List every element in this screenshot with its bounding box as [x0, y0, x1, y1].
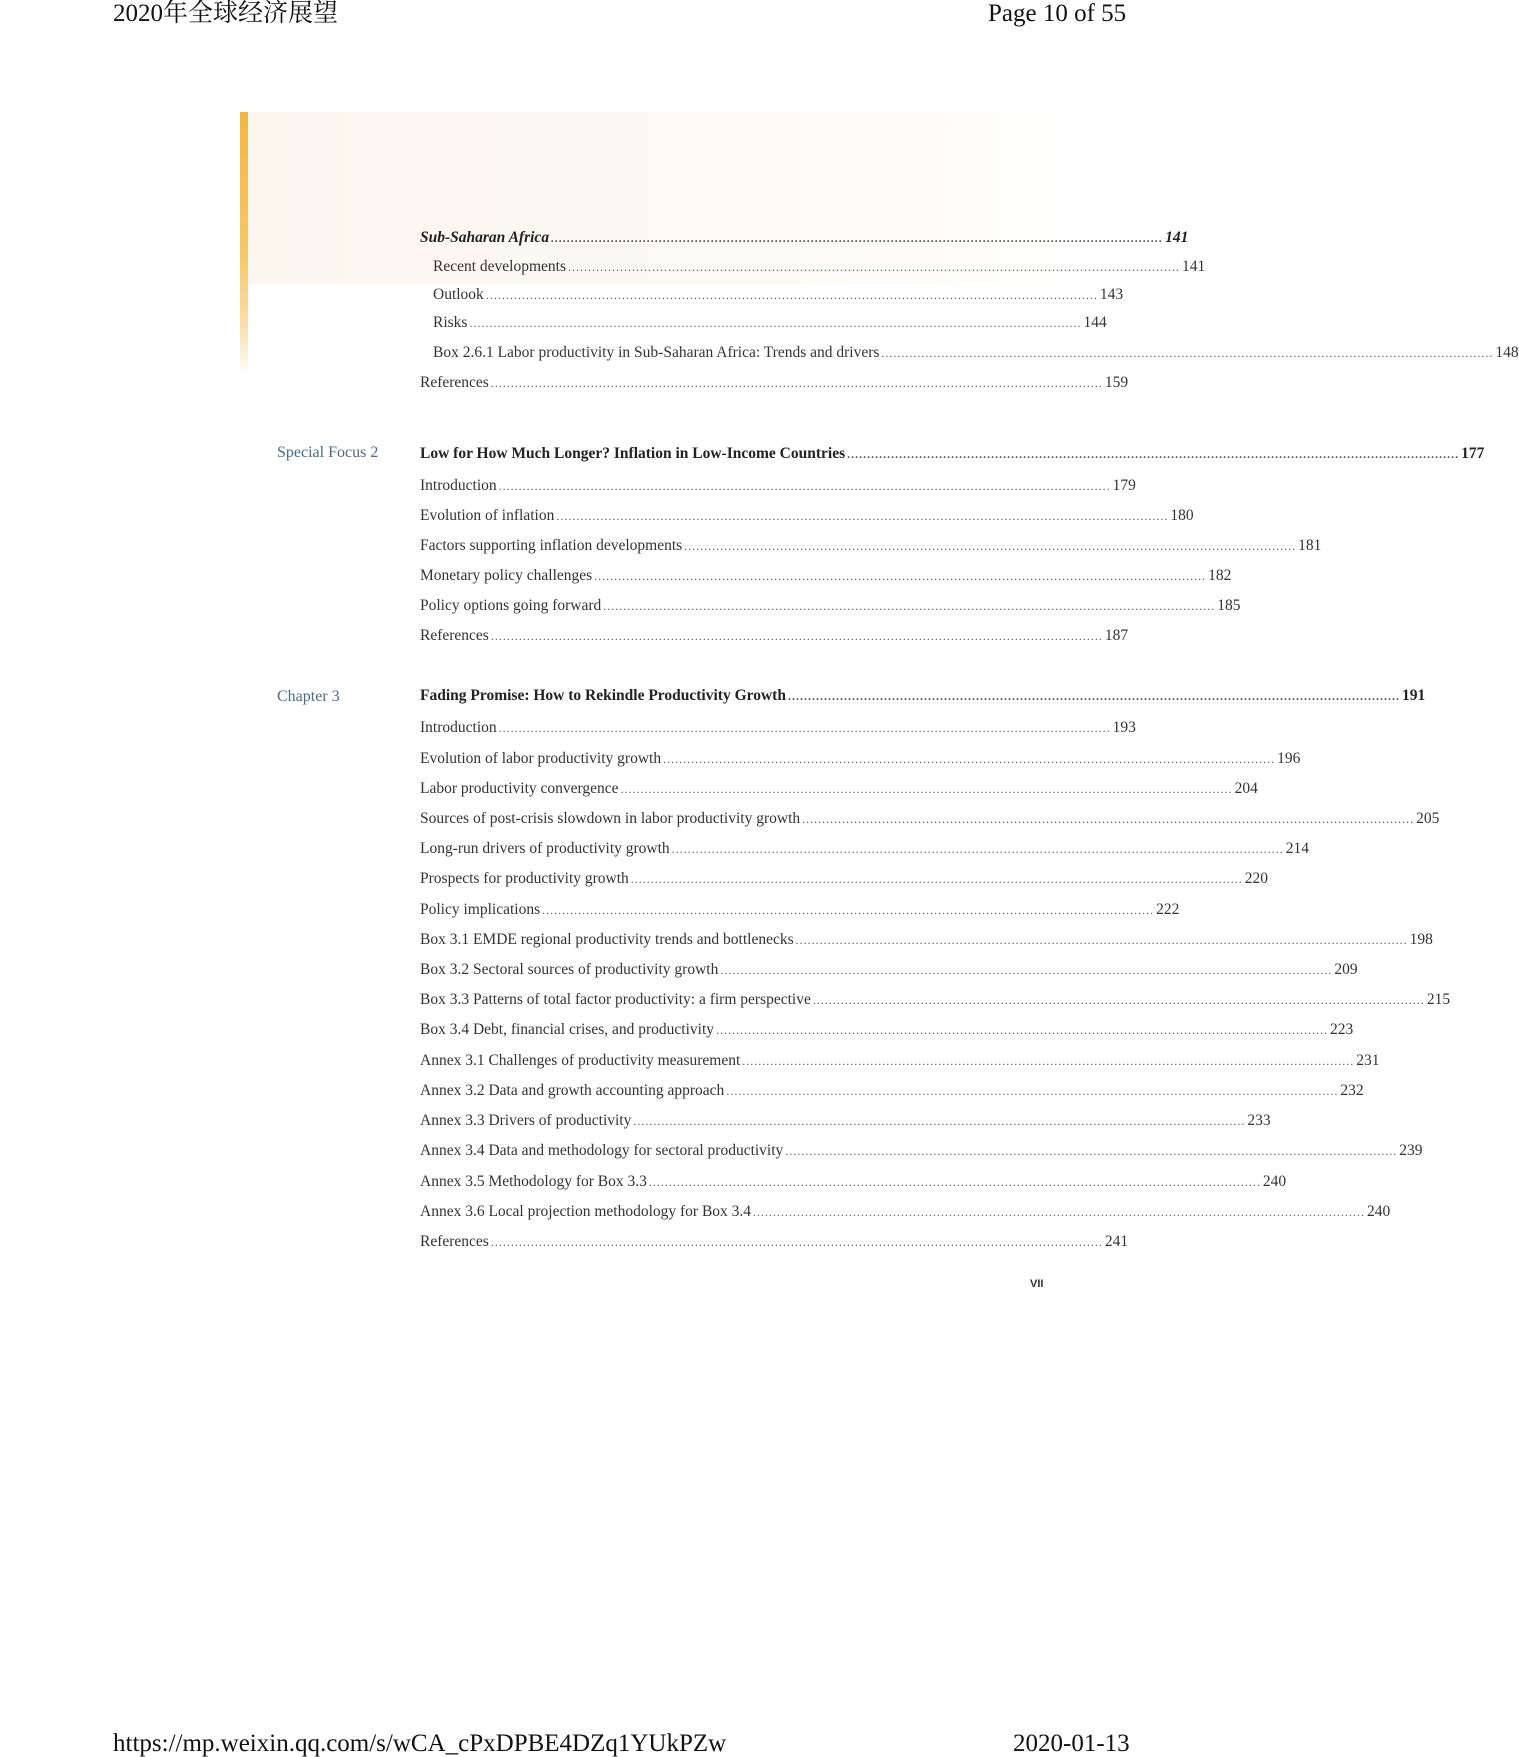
dot-leader: ......................................................................................................................................................... [812, 993, 1425, 1007]
dot-leader: ......................................................................................................................................................... [802, 812, 1415, 826]
toc-entry[interactable]: Evolution of inflation ......................................................................................................................................................... 180 [420, 507, 1194, 524]
toc-entry[interactable]: Annex 3.4 Data and methodology for sectoral productivity ......................................................................................................................................................... 239 [420, 1142, 1423, 1159]
capture-date: 2020-01-13 [1013, 1730, 1130, 1757]
toc-chapter-title[interactable]: Fading Promise: How to Rekindle Productivity Growth ......................................................................................................................................................... 191 [420, 687, 1426, 704]
dot-leader: ......................................................................................................................................................... [663, 752, 1276, 766]
special-focus-label: Special Focus 2 [277, 444, 379, 461]
toc-entry[interactable]: Labor productivity convergence ......................................................................................................................................................... 204 [420, 780, 1258, 797]
toc-entry[interactable]: Annex 3.6 Local projection methodology for Box 3.4 ......................................................................................................................................................... 240 [420, 1203, 1391, 1220]
toc-entry[interactable]: Evolution of labor productivity growth ......................................................................................................................................................... 196 [420, 750, 1301, 767]
toc-entry[interactable]: Annex 3.5 Methodology for Box 3.3 ......................................................................................................................................................... 240 [420, 1173, 1287, 1190]
toc-entry[interactable]: Factors supporting inflation developments ......................................................................................................................................................... 181 [420, 537, 1322, 554]
dot-leader: ......................................................................................................................................................... [726, 1084, 1339, 1098]
toc-entry[interactable]: Monetary policy challenges ......................................................................................................................................................... 182 [420, 567, 1232, 584]
roman-page-number: VII [1030, 1278, 1044, 1290]
toc-entry[interactable]: Sources of post-crisis slowdown in labor productivity growth ......................................................................................................................................................... 205 [420, 810, 1440, 827]
toc-entry[interactable]: References ......................................................................................................................................................... 159 [420, 374, 1129, 391]
toc-entry[interactable]: Risks ......................................................................................................................................................... 144 [433, 314, 1107, 331]
dot-leader: ......................................................................................................................................................... [795, 933, 1408, 947]
dot-leader: ......................................................................................................................................................... [881, 346, 1494, 360]
toc-entry[interactable]: Box 3.2 Sectoral sources of productivity growth ......................................................................................................................................................... 209 [420, 961, 1358, 978]
toc-entry[interactable]: Long-run drivers of productivity growth ......................................................................................................................................................... 214 [420, 840, 1309, 857]
toc-chapter-title[interactable]: Low for How Much Longer? Inflation in Low-Income Countries ......................................................................................................................................................... 177 [420, 445, 1485, 462]
chapter-label: Chapter 3 [277, 688, 340, 705]
dot-leader: ......................................................................................................................................................... [785, 1144, 1398, 1158]
toc-entry[interactable]: Box 3.1 EMDE regional productivity trends and bottlenecks ......................................................................................................................................................... 198 [420, 931, 1433, 948]
toc-entry[interactable]: Annex 3.3 Drivers of productivity ......................................................................................................................................................... 233 [420, 1112, 1271, 1129]
toc-entry[interactable]: Annex 3.1 Challenges of productivity measurement ......................................................................................................................................................... 231 [420, 1052, 1380, 1069]
dot-leader: ......................................................................................................................................................... [594, 569, 1207, 583]
dot-leader: ......................................................................................................................................................... [716, 1023, 1329, 1037]
dot-leader: ......................................................................................................................................................... [742, 1054, 1355, 1068]
toc-entry[interactable]: Prospects for productivity growth ......................................................................................................................................................... 220 [420, 870, 1269, 887]
toc-entry[interactable]: Outlook ......................................................................................................................................................... 143 [433, 286, 1124, 303]
dot-leader: ......................................................................................................................................................... [542, 903, 1155, 917]
toc-entry[interactable]: Policy implications ......................................................................................................................................................... 222 [420, 901, 1180, 918]
toc-entry[interactable]: Box 2.6.1 Labor productivity in Sub-Saharan Africa: Trends and drivers ......................................................................................................................................................... 148 [433, 344, 1519, 361]
dot-leader: ......................................................................................................................................................... [568, 260, 1180, 274]
toc-entry[interactable]: Annex 3.2 Data and growth accounting approach ......................................................................................................................................................... 232 [420, 1082, 1364, 1099]
dot-leader: ......................................................................................................................................................... [630, 872, 1243, 886]
dot-leader: ......................................................................................................................................................... [787, 689, 1400, 703]
dot-leader: ......................................................................................................................................................... [485, 288, 1098, 302]
toc-entry[interactable]: Recent developments ......................................................................................................................................................... 141 [433, 258, 1206, 275]
document-title: 2020年全球经济展望 [113, 0, 339, 27]
toc-entry[interactable]: References ......................................................................................................................................................... 241 [420, 1233, 1129, 1250]
accent-bar [240, 112, 248, 374]
dot-leader: ......................................................................................................................................................... [753, 1205, 1366, 1219]
page-indicator: Page 10 of 55 [988, 0, 1127, 27]
toc-entry[interactable]: Policy options going forward ......................................................................................................................................................... 185 [420, 597, 1241, 614]
dot-leader: ......................................................................................................................................................... [490, 1235, 1103, 1249]
dot-leader: ......................................................................................................................................................... [720, 963, 1333, 977]
toc-entry[interactable]: Box 3.4 Debt, financial crises, and productivity ......................................................................................................................................................... 223 [420, 1021, 1354, 1038]
dot-leader: ......................................................................................................................................................... [603, 599, 1216, 613]
dot-leader: ......................................................................................................................................................... [620, 782, 1233, 796]
dot-leader: ......................................................................................................................................................... [498, 479, 1111, 493]
toc-entry[interactable]: Introduction ......................................................................................................................................................... 193 [420, 719, 1136, 736]
dot-leader: ......................................................................................................................................................... [633, 1114, 1246, 1128]
dot-leader: ......................................................................................................................................................... [847, 447, 1460, 461]
source-url[interactable]: https://mp.weixin.qq.com/s/wCA_cPxDPBE4DZq1YUkPZw [113, 1730, 727, 1757]
toc-entry[interactable]: Box 3.3 Patterns of total factor productivity: a firm perspective ......................................................................................................................................................... 215 [420, 991, 1451, 1008]
dot-leader: ......................................................................................................................................................... [498, 721, 1111, 735]
dot-leader: ......................................................................................................................................................... [469, 316, 1082, 330]
toc-section-title[interactable]: Sub-Saharan Africa ......................................................................................................................................................... 141 [420, 229, 1189, 246]
dot-leader: ......................................................................................................................................................... [648, 1175, 1261, 1189]
dot-leader: ......................................................................................................................................................... [490, 629, 1103, 643]
dot-leader: ......................................................................................................................................................... [551, 231, 1164, 245]
dot-leader: ......................................................................................................................................................... [490, 376, 1103, 390]
toc-entry[interactable]: References ......................................................................................................................................................... 187 [420, 627, 1129, 644]
dot-leader: ......................................................................................................................................................... [684, 539, 1297, 553]
dot-leader: ......................................................................................................................................................... [671, 842, 1284, 856]
dot-leader: ......................................................................................................................................................... [556, 509, 1169, 523]
toc-entry[interactable]: Introduction ......................................................................................................................................................... 179 [420, 477, 1136, 494]
